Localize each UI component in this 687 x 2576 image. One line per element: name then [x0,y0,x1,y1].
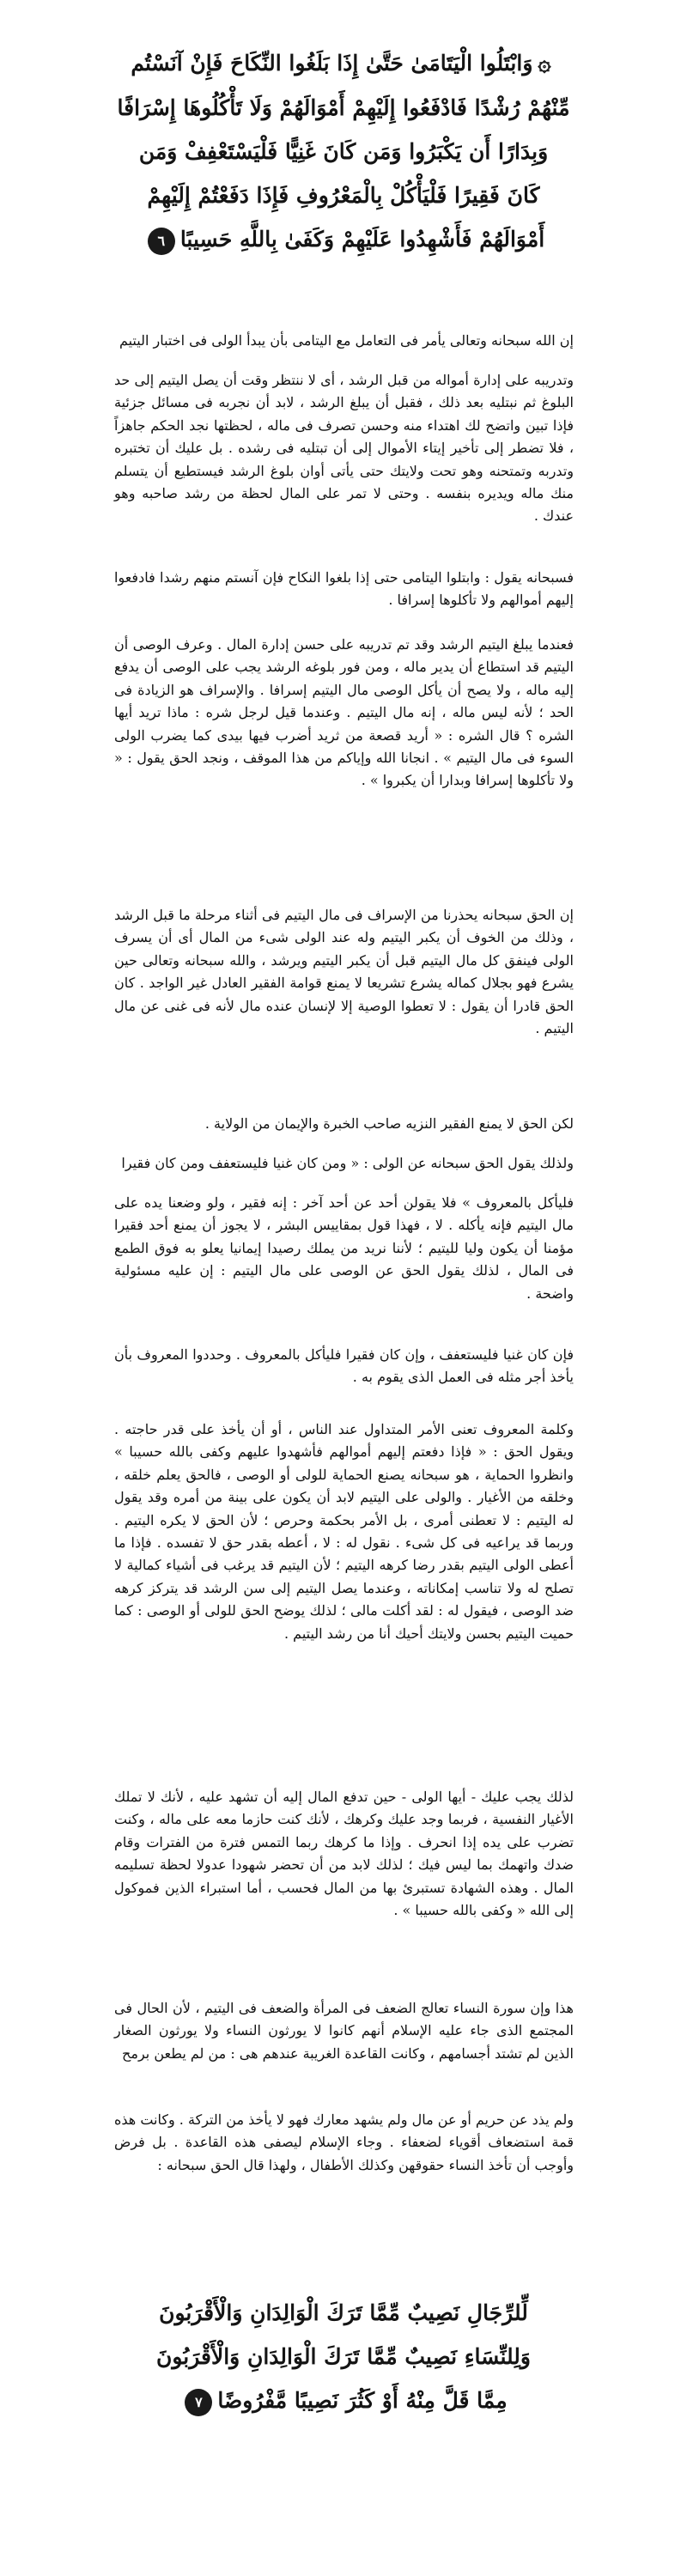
paragraph: إن الله سبحانه وتعالى يأمر فى التعامل مع اليتامى بأن يبدأ الولى فى اختبار اليتيم [119,332,574,349]
verse-line: وَلِلنِّسَاءِ نَصِيبٌ مِّمَّا تَرَكَ الْوَالِدَانِ وَالْأَقْرَبُونَ [156,2344,531,2369]
star-ornament-icon: ۞ [538,51,551,76]
paragraph: ولم يذد عن حريم أو عن مال ولم يشهد معارك فهو لا يأخذ من التركة . وكانت هذه قمة استضعاف أقوياء لضعفاء . وجاء الإسلام ليصفى هذه القاعدة . بل فرض وأوجب أن تأخذ النساء حقوقهن وكذلك الأطفال ، ولهذا قال الحق سبحانه : [114,2111,574,2173]
paragraph: إن الحق سبحانه يحذرنا من الإسراف فى مال اليتيم فى أثناء مرحلة ما قبل الرشد ، وذلك من الخوف أن يكبر اليتيم وله عند الولى شىء من المال أى أن يسرف الولى فينفق كل مال اليتيم قبل أن يكبر اليتيم ويرشد ، والله سبحانه وتعالى حين يشرع فهو بجلال كماله يشرع تشريعا لا يمنع قوامة الفقير العادل غير الواجد . كان الحق قادرا أن يقول : لا تعطوا الوصية إلا لإنسان عنده مال لأنه فى غنى عن مال اليتيم . [114,907,575,1037]
paragraph: لذلك يجب عليك - أيها الولى - حين تدفع المال إليه أن تشهد عليه ، لأنك لا تملك الأغيار النفسية ، فربما وجد عليك وكرهك ، لأنك كنت حازما معه على ماله ، وكنت تضرب على يده إذا انحرف . وإذا ما كرهك ربما التمس فترة من الفترات وقام ضدك واتهمك بما ليس فيك ؛ لذلك لابد من أن تحضر شهودا عدولا لحظة تسليمه المال . وهذه الشهادة تستبرئ بها من المال فحسب ، أما استبراء الذين فموكول إلى الله « وكفى بالله حسيبا » . [114,1789,574,1919]
quran-verse-bottom [112,2291,575,2422]
verse-number-badge: ٧ [185,2389,212,2416]
verse-line: ۞وَابْتَلُوا الْيَتَامَىٰ حَتَّىٰ إِذَا بَلَغُوا النِّكَاحَ فَإِنْ آنَسْتُم [112,41,575,86]
verse-number-badge: ٦ [148,228,175,255]
paragraph: فليأكل بالمعروف » فلا يقولن أحد عن أحد آخر : إنه فقير ، ولو وضعنا يده على مال اليتيم فإنه يأكله . لا ، فهذا قول بمقاييس البشر ، لا يجوز أن يمنع أحد فقيرا مؤمنا أن يكون وليا لليتيم ؛ لأننا نريد من يملك رصيدا إيمانيا يعلو به فوق الطمع فى المال ، لذلك يقول الحق عن الوصى على مال اليتيم : إن عليه مسئولية واضحة . [114,1194,575,1302]
paragraph: فسبحانه يقول : وابتلوا اليتامى حتى إذا بلغوا النكاح فإن آنستم منهم رشدا فادفعوا إليهم أموالهم ولا تأكلوها إسرافا . [114,569,574,609]
verse-line: مِمَّا قَلَّ مِنْهُ أَوْ كَثُرَ نَصِيبًا مَّفْرُوضًا٧ [112,2379,575,2422]
paragraph: ولذلك يقول الحق سبحانه عن الولى : « ومن كان غنيا فليستعفف ومن كان فقيرا [121,1155,574,1171]
paragraph: فعندما يبلغ اليتيم الرشد وقد تم تدريبه على حسن إدارة المال . وعرف الوصى أن اليتيم قد استطاع أن يدير ماله ، ومن فور بلوغه الرشد يجب على الوصى أن يدفع إليه ماله ، ولا يصح أن يأكل الوصى مال اليتيم إسرافا . والإسراف هو الزيادة فى الحد ؛ لأنه ليس ماله ، إنه مال اليتيم . وعندما قيل لرجل شره : ماذا تريد أيها الشره ؟ قال الشره : « أريد قصعة من ثريد أضرب فيها بيدى كما يضرب الولى السوء فى مال اليتيم » . انجانا الله وإياكم من هذا الموقف ، ونجد الحق يقول : « ولا تأكلوها إسرافا وبدارا أن يكبروا » . [114,636,575,789]
paragraph: هذا وإن سورة النساء تعالج الضعف فى المرأة والضعف فى اليتيم ، لأن الحال فى المجتمع الذى جاء عليه الإسلام أنهم كانوا لا يورثون النساء ولا يورثون الصغار الذين لم تشتد أجسامهم ، وكانت القاعدة الغريبة عندهم هى : من لم يطعن برمح [114,2000,574,2062]
verse-line: مِّنْهُمْ رُشْدًا فَادْفَعُوا إِلَيْهِمْ أَمْوَالَهُمْ وَلَا تَأْكُلُوهَا إِسْرَافًا [117,95,570,120]
paragraph: فإن كان غنيا فليستعفف ، وإن كان فقيرا فليأكل بالمعروف . وحددوا المعروف بأن يأخذ أجر مثله فى العمل الذى يقوم به . [114,1346,574,1386]
paragraph: وكلمة المعروف تعنى الأمر المتداول عند الناس ، أو أن يأخذ على قدر حاجته . ويقول الحق : « فإذا دفعتم إليهم أموالهم فأشهدوا عليهم وكفى بالله حسيبا » وانظروا الحماية ، هو سبحانه يصنع الحماية للولى أو الوصى ، فالحق يعلم خلقه ، وخلقه من الأغيار . والولى على اليتيم لابد أن يكون على بينة من أمره وقد يقول له اليتيم : لا تعطنى أمرى ، بل الأمر بحكمة وحرص ؛ لأن الحق لا يكره اليتيم . وربما قد يراعيه فى كل شىء . نقول له : لا ، أعطه بقدر حق لا تفسده . فإذا ما أعطى الولى اليتيم بقدر رضا كرهه اليتيم ؛ لأن اليتيم قد يرغب فى أشياء كمالية لا تصلح له ولا تناسب إمكاناته ، وعندما يصل اليتيم إلى سن الرشد قد يتركز كرهه ضد الوصى ، فيقول له : لقد أكلت مالى ؛ لذلك يوضح الحق للولى أو الوصى : كما حميت اليتيم بحسن ولايتك أحيك أنا من رشد اليتيم . [114,1421,575,1642]
verse-line: أَمْوَالَهُمْ فَأَشْهِدُوا عَلَيْهِمْ وَكَفَىٰ بِاللَّهِ حَسِيبًا٦ [112,217,575,261]
verse-line: وَبِدَارًا أَن يَكْبَرُوا وَمَن كَانَ غَنِيًّا فَلْيَسْتَعْفِفْ وَمَن [138,139,549,164]
verse-line: لِّلرِّجَالِ نَصِيبٌ مِّمَّا تَرَكَ الْوَالِدَانِ وَالْأَقْرَبُونَ [159,2300,528,2325]
paragraph: وتدريبه على إدارة أمواله من قبل الرشد ، أى لا ننتظر وقت أن يصل اليتيم إلى حد البلوغ ثم نبتليه بعد ذلك ، فقبل أن يبلغ الرشد ، لابد أن نجربه فى مسائل جزئية فإذا تبين واتضح لك اهتداء منه وحسن تصرف فى ماله ، لحظتها نجد الحكم جاهزاً ، فلا تضطر إلى تأخير إيتاء الأموال إلى أن تبتليه فى رشده . بل عليك أن تختبره وتدربه وتمتحنه وهو تحت ولايتك حتى يأتى أوان بلوغ الرشد فيستطيع أن يتسلم منك ماله ويديره بنفسه . وحتى لا تمر على المال لحظة من رشد صاحبه وهو عندك . [114,372,574,525]
verse-line: كَانَ فَقِيرًا فَلْيَأْكُلْ بِالْمَعْرُوفِ فَإِذَا دَفَعْتُمْ إِلَيْهِمْ [147,183,540,208]
paragraph: لكن الحق لا يمنع الفقير النزيه صاحب الخبرة والإيمان من الولاية . [204,1115,574,1132]
quran-verse-top [112,41,575,261]
